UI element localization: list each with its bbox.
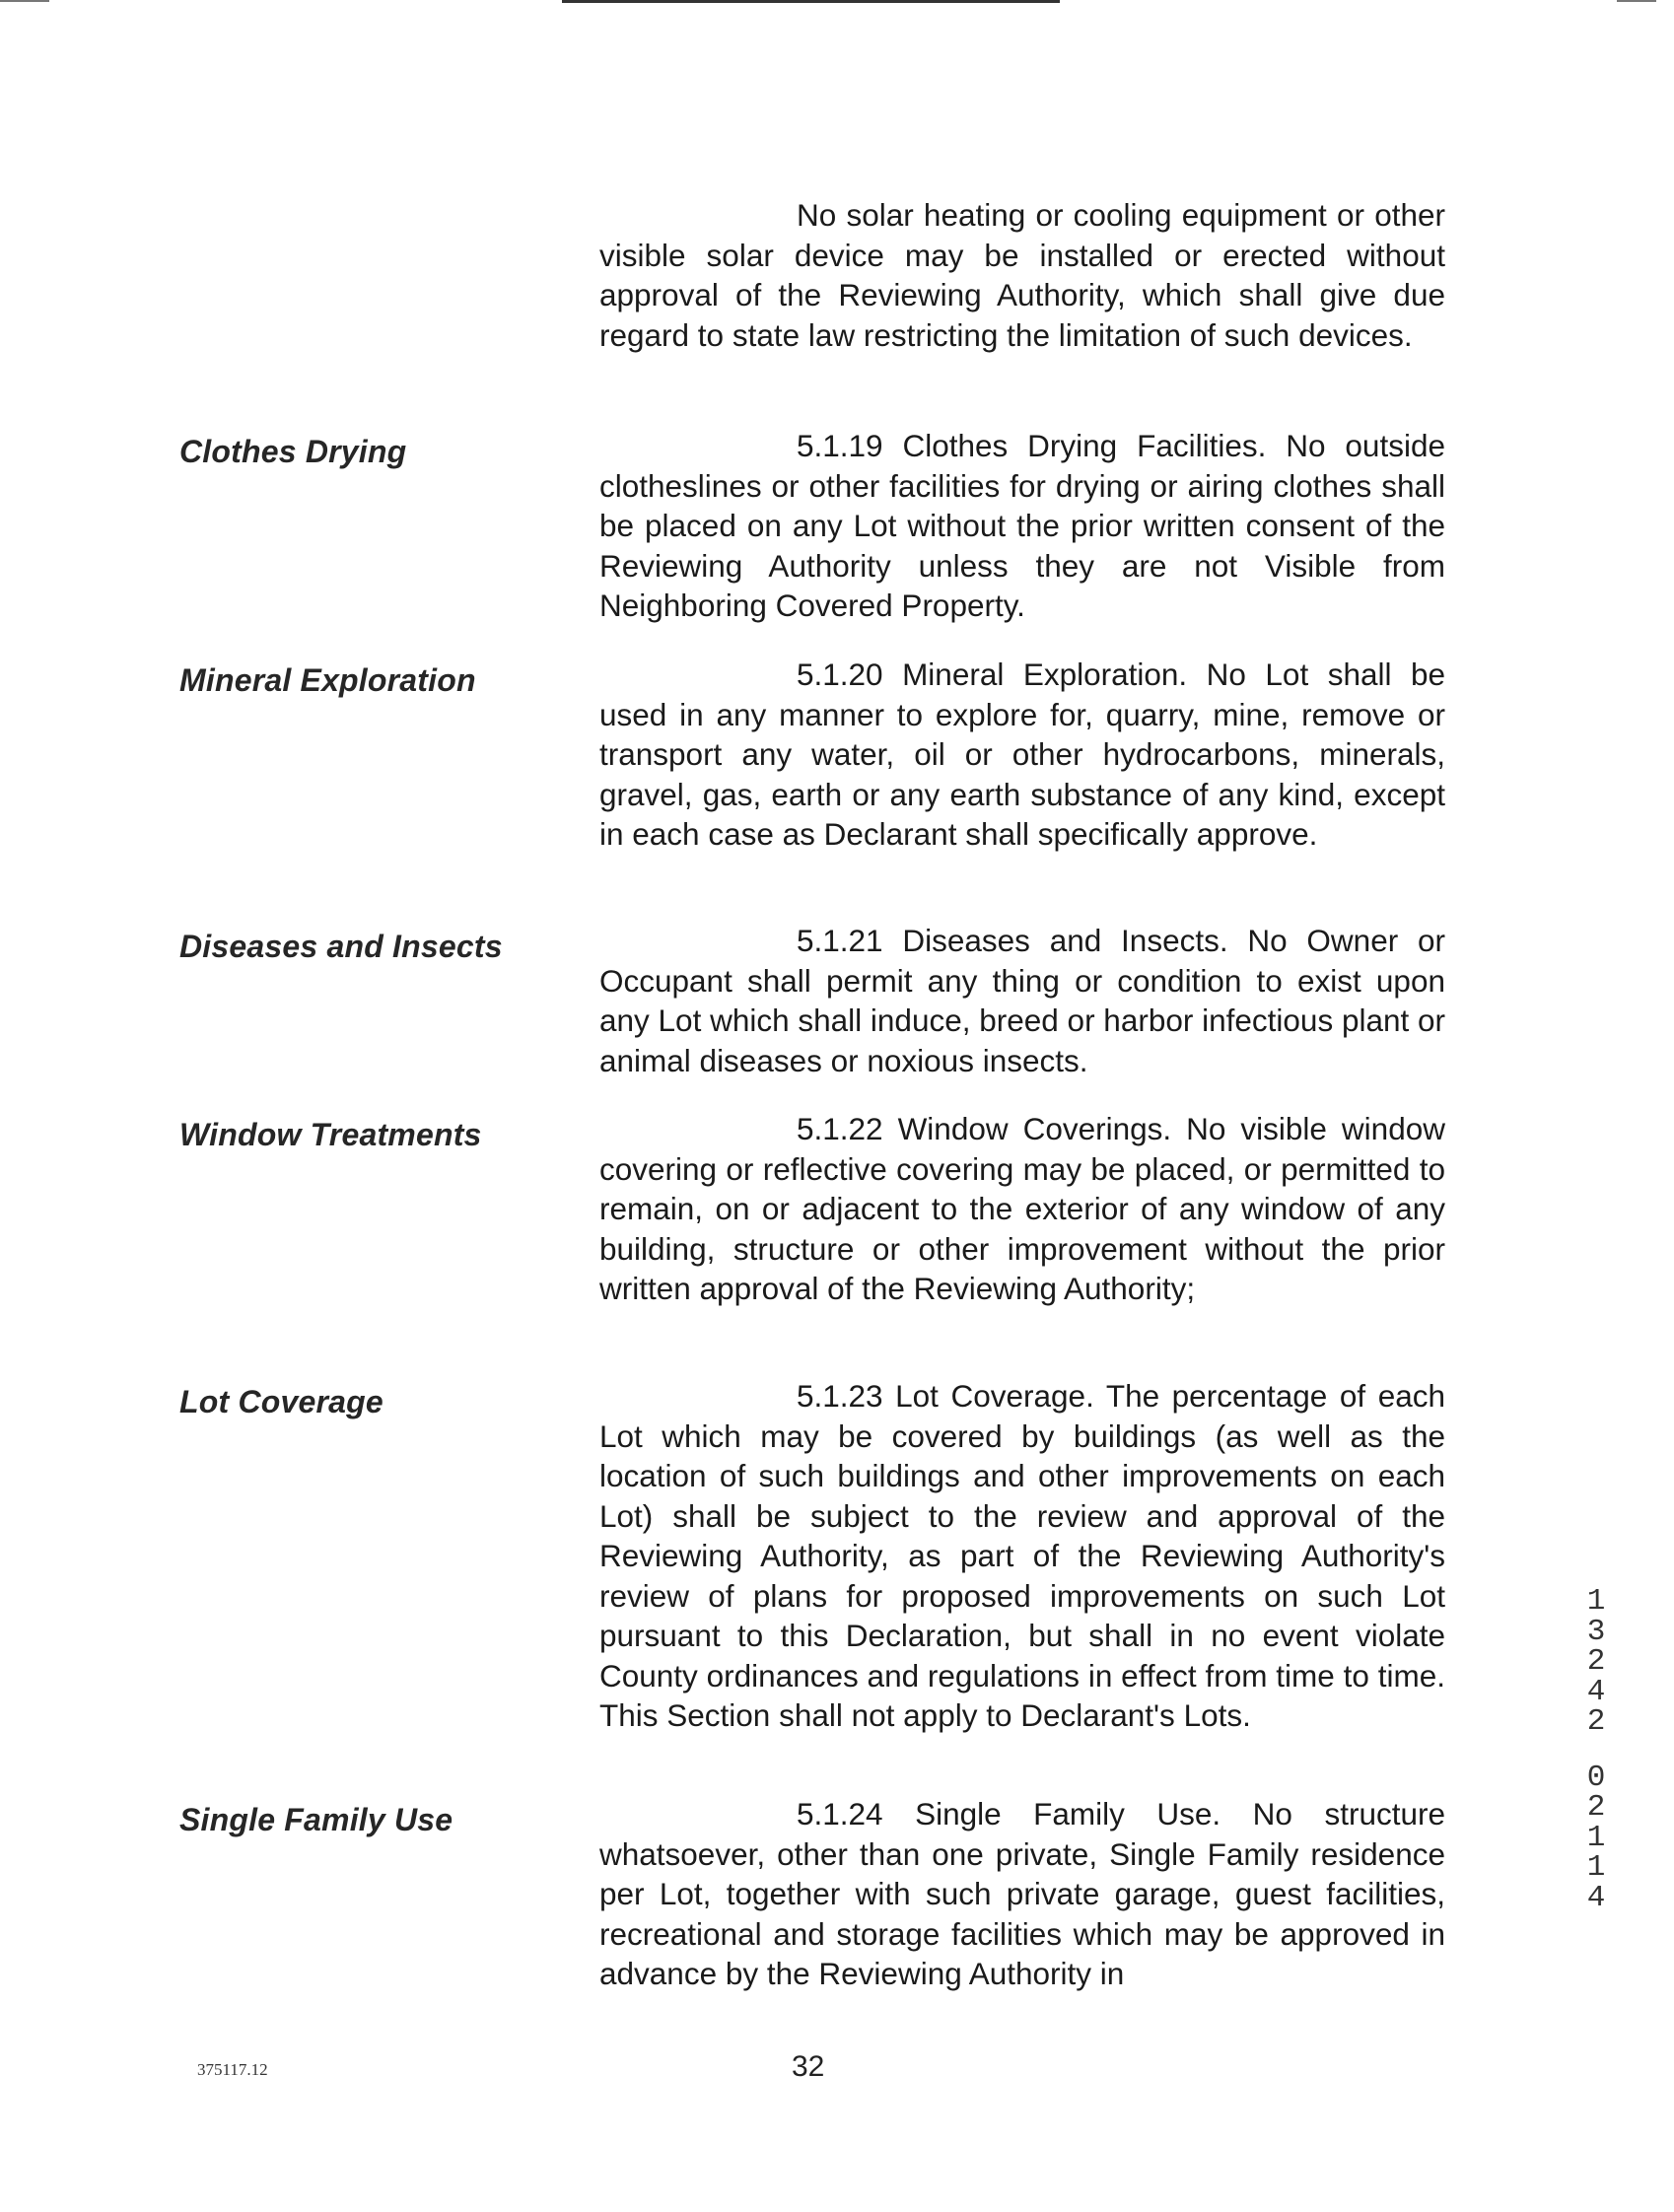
stamp-digit: 1 — [1586, 1850, 1606, 1885]
paragraph-lot-coverage: 5.1.23 Lot Coverage. The percentage of each Lot which may be covered by buildings (as well as the location of such buildings and other improvements on each Lot) shall be subject to the review and approval of the Reviewing Authority, as part of the Reviewing Authority's review of plans for proposed improvements on such Lot pursuant to this Declaration, but shall in no event violate County ordinances and regulations in effect from time to time. This Section shall not apply to Declarant's Lots. — [599, 1378, 1445, 1733]
stamp-digit: 2 — [1586, 1704, 1606, 1739]
margin-heading-clothes-drying: Clothes Drying — [179, 434, 407, 469]
margin-heading-lot-coverage: Lot Coverage — [179, 1384, 384, 1419]
top-rule — [562, 0, 1060, 3]
paragraph-diseases-insects: 5.1.21 Diseases and Insects. No Owner or Occupant shall permit any thing or condition to exist upon any Lot which shall induce, breed or harbor infectious plant or animal diseases or noxious insects. — [599, 923, 1446, 1078]
side-recording-stamp — [1581, 1584, 1611, 1915]
paragraph-single-family-use: 5.1.24 Single Family Use. No structure whatsoever, other than one private, Single Family residence per Lot, together with such private garage, guest facilities, recreational and storage facilities which may be approved in advance by the Reviewing Authority in — [599, 1796, 1445, 1991]
stamp-digit: 2 — [1586, 1644, 1606, 1679]
stamp-digit: 1 — [1586, 1820, 1606, 1855]
scan-edge-mark-right — [1617, 0, 1656, 2]
paragraph-solar-devices: No solar heating or cooling equipment or other visible solar device may be installed or erected without approval of the Reviewing Authority, which shall give due regard to state law restricting the limitation of such devices. — [599, 197, 1445, 353]
margin-heading-window-treatments: Window Treatments — [179, 1117, 482, 1152]
stamp-digit: 3 — [1586, 1614, 1606, 1649]
margin-heading-mineral-exploration: Mineral Exploration — [179, 662, 476, 698]
paragraph-window-coverings: 5.1.22 Window Coverings. No visible window covering or reflective covering may be placed, or permitted to remain, on or adjacent to the exterior of any window of any building, structure or other improvement without the prior written approval of the Reviewing Authority; — [599, 1111, 1445, 1306]
page-number: 32 — [792, 2050, 825, 2083]
document-id: 375117.12 — [197, 2060, 268, 2079]
margin-heading-diseases-insects: Diseases and Insects — [179, 929, 503, 964]
margin-heading-single-family-use: Single Family Use — [179, 1802, 453, 1837]
stamp-digit: 0 — [1586, 1760, 1606, 1795]
stamp-digit: 1 — [1586, 1584, 1606, 1619]
paragraph-clothes-drying: 5.1.19 Clothes Drying Facilities. No outside clotheslines or other facilities for drying or airing clothes shall be placed on any Lot without the prior written consent of the Reviewing Authority unless they are not Visible from Neighboring Covered Property. — [599, 428, 1445, 623]
stamp-digit: 2 — [1586, 1790, 1606, 1825]
stamp-gap — [1581, 1738, 1611, 1763]
stamp-digit: 4 — [1586, 1880, 1606, 1915]
stamp-digit: 4 — [1586, 1674, 1606, 1709]
paragraph-mineral-exploration: 5.1.20 Mineral Exploration. No Lot shall be used in any manner to explore for, quarry, mine, remove or transport any water, oil or other hydrocarbons, minerals, gravel, gas, earth or any earth substance of any kind, except in each case as Declarant shall specifically approve. — [599, 657, 1445, 852]
scan-edge-mark-left — [0, 0, 49, 2]
